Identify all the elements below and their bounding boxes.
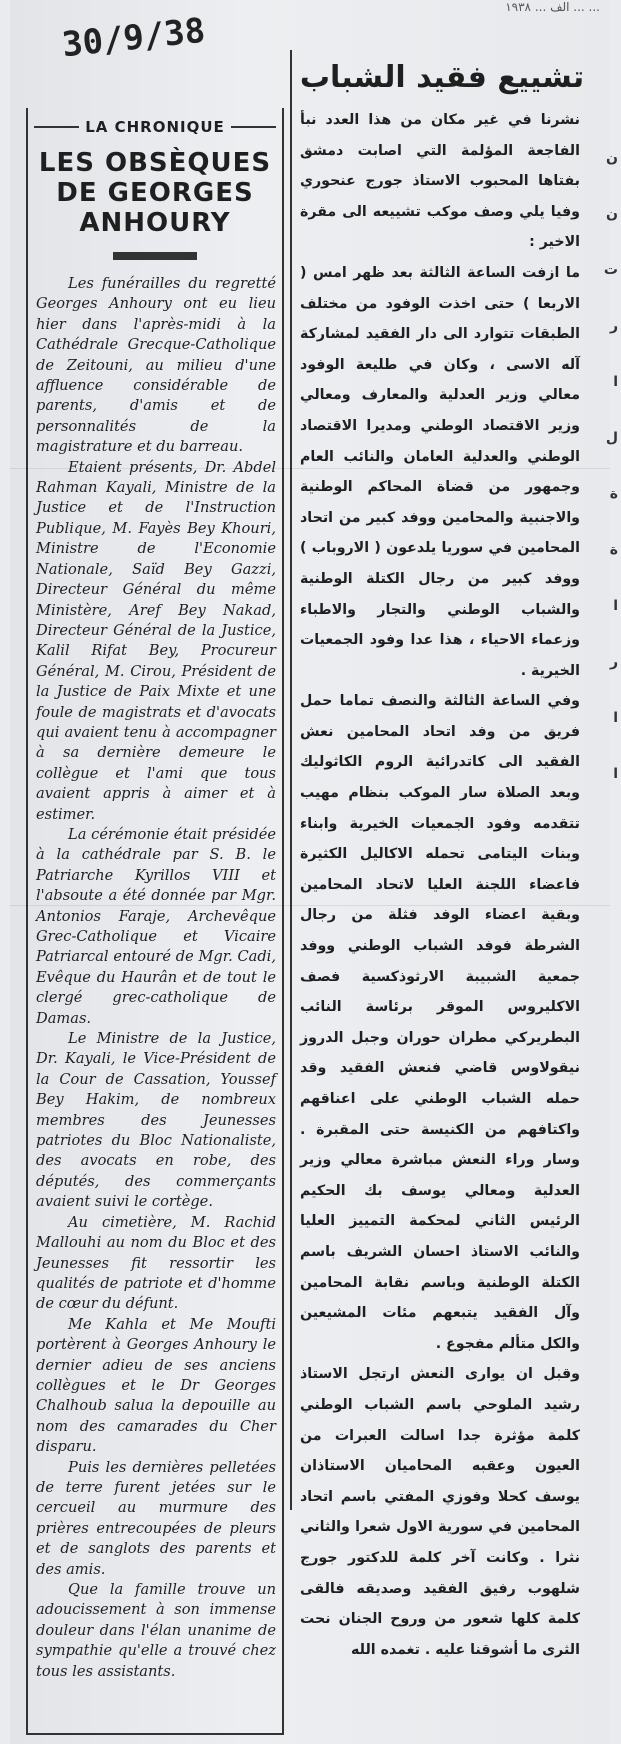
arabic-article-column	[290, 50, 592, 1658]
margin-note: ة	[609, 486, 618, 502]
french-article-column	[26, 108, 284, 1735]
arabic-headline: تشييع فقيد الشباب	[299, 60, 585, 95]
margin-note: ن	[606, 150, 618, 166]
margin-notes	[596, 150, 618, 822]
paper-fold	[10, 468, 610, 469]
margin-note: ة	[609, 542, 618, 558]
margin-note: ت	[603, 262, 618, 278]
french-paragraph-3: La cérémonie était présidée à la cathédrale par S. B. le Patriarche Kyrillos VIII et l'absoute a été donnée par Mgr. Antonios Faraje, Archevêque Grec-Catholique et Vicaire Patriarcal entouré de Mgr. Cadi, Evêque du Haurân et de tout le clergé grec-catholique de Damas.	[36, 825, 276, 1027]
french-paragraph-7: Puis les dernières pelletées de terre furent jetées sur le cercueil au murmure des prières entrecoupées de pleurs et de sanglots des parents et des amis.	[36, 1458, 276, 1578]
margin-note: ر	[609, 318, 618, 334]
arabic-paragraph-4: وقبل ان يوارى النعش ارتجل الاستاذ رشيد الملوحي باسم الشباب الوطني كلمة مؤثرة جدا اسالت العبرات من العيون وعقبه المحاميان الاستاذان يوسف كحلا وفوزي المفتي باسم اتحاد المحامين في سورية الاول شعرا والثاني نثرا . وكانت آخر كلمة للدكتور جورج شلهوب رفيق الفقيد وصديقه فالقى كلمة كلها شعور من وروح الجنان نحت الثرى ما أشوقنا عليه . تغمده الله	[300, 1366, 580, 1658]
arabic-paragraph-3: وفي الساعة الثالثة والنصف تماما حمل فريق من وفد اتحاد المحامين نعش الفقيد الى كاتدرائية الروم الكاثوليك وبعد الصلاة سار الموكب بنظام مهيب تتقدمه وفود الجمعيات الخيرية وابناء وبنات اليتامى تحمله الاكاليل الكثيرة فاعضاء اللجنة العليا لاتحاد المحامين وبقية اعضاء الوفد فثلة من رجال الشرطة فوفد الشباب الوطني ووفد جمعية الشبيبة الارثوذكسية فصف الاكليروس الموقر برئاسة النائب البطريركي مطران حوران وجبل الدروز نيقولاوس قاضي فنعش الفقيد وقد حمله الشباب الوطني على اعناقهم واكتافهم من الكنيسة حتى المقبرة . وسار وراء النعش مباشرة معالي وزير العدلية ومعالي يوسف بك الحكيم الرئيس الثاني لمحكمة التمييز العليا والنائب الاستاذ احسان الشريف باسم الكتلة الوطنية وباسم نقابة المحامين وآل الفقيد يتبعهم مئات المشيعين والكل متألم مفجوع .	[300, 693, 580, 1352]
margin-note: ا	[613, 710, 618, 726]
kicker-rule-right	[231, 126, 276, 128]
french-paragraph-4: Le Ministre de la Justice, Dr. Kayali, le Vice-Président de la Cour de Cassation, Youssef Bey Hakim, de nombreux membres des Jeunesses patriotes du Bloc Nationaliste, des avocats en robe, des députés, des commerçants avaient suivi le cortège.	[36, 1030, 276, 1211]
margin-note: ا	[613, 598, 618, 614]
arabic-body	[300, 105, 580, 1665]
margin-note: ا	[613, 766, 618, 782]
french-paragraph-5: Au cimetière, M. Rachid Mallouhi au nom du Bloc et des Jeunesses fit ressortir les qualités de patriote et d'homme de cœur du défunt.	[36, 1213, 276, 1313]
french-paragraph-1: Les funérailles du regretté Georges Anhoury ont eu lieu hier dans l'après-midi à la Cathédrale Grecque-Catholique de Zeitouni, au milieu d'une affluence considérable de parents, d'amis et de personnalités de la magistrature et du barreau.	[36, 275, 276, 456]
arabic-paragraph-1: نشرنا في غير مكان من هذا العدد نبأ الفاجعة المؤلمة التي اصابت دمشق بفتاها المحبوب الاستاذ جورج عنحوري وفيا يلي وصف موكب تشييعه الى مقرة الاخير :	[300, 112, 580, 251]
margin-note: ن	[606, 206, 618, 222]
handwritten-date: 30/9/38	[60, 10, 207, 66]
paper-fold	[10, 905, 610, 906]
arabic-paragraph-2: ما ازفت الساعة الثالثة بعد ظهر امس ( الاربعا ) حتى اخذت الوفود من مختلف الطبقات تتوارد الى دار الفقيد لمشاركة آله الاسى ، وكان في طليعة الوفود معالي وزير العدلية والمعارف ومعالي وزير الاقتصاد الوطني ومديرا الاقتصاد الوطني والعدلية العامان والنائب العام وجمهور من قضاة المحاكم الوطنية والاجنبية والمحامين ووفد كبير من اتحاد المحامين في سوريا يلدعون ( الاروباب ) ووفد كبير من رجال الكتلة الوطنية والشباب الوطني والتجار والاطباء وزعماء الاحياء ، هذا عدا وفود الجمعيات الخيرية .	[300, 264, 580, 679]
french-headline: LES OBSÈQUES DE GEORGES ANHOURY	[38, 148, 272, 238]
french-paragraph-6: Me Kahla et Me Moufti portèrent à Georges Anhoury le dernier adieu de ses anciens collègues et le Dr Georges Chalhoub salua la depouille au nom des camarades du Cher disparu.	[36, 1315, 276, 1456]
kicker-rule-left	[34, 126, 79, 128]
section-kicker: LA CHRONIQUE	[85, 118, 225, 136]
margin-note: ل	[605, 430, 618, 446]
top-fragment: ... ... الف ... ١٩٣٨	[505, 0, 600, 14]
margin-note: ر	[609, 654, 618, 670]
french-paragraph-8: Que la famille trouve un adoucissement à son immense douleur dans l'élan unanime de sympathie qu'elle a trouvé chez tous les assistants.	[36, 1581, 276, 1680]
margin-note: ا	[613, 374, 618, 390]
french-paragraph-2: Etaient présents, Dr. Abdel Rahman Kayali, Ministre de la Justice et de l'Instruction Publique, M. Fayès Bey Khouri, Ministre de l'Economie Nationale, Saïd Bey Gazzi, Directeur Général du même Ministère, Aref Bey Nakad, Directeur Général de la Justice, Kalil Rifat Bey, Procureur Général, M. Cirou, Président de la Justice de Paix Mixte et une foule de magistrats et d'avocats qui avaient tenu à accompagner à sa dernière demeure le collègue et l'ami que tous avaient appris à aimer et à estimer.	[36, 458, 276, 823]
kicker-row	[34, 118, 276, 136]
headline-bar	[113, 252, 197, 260]
